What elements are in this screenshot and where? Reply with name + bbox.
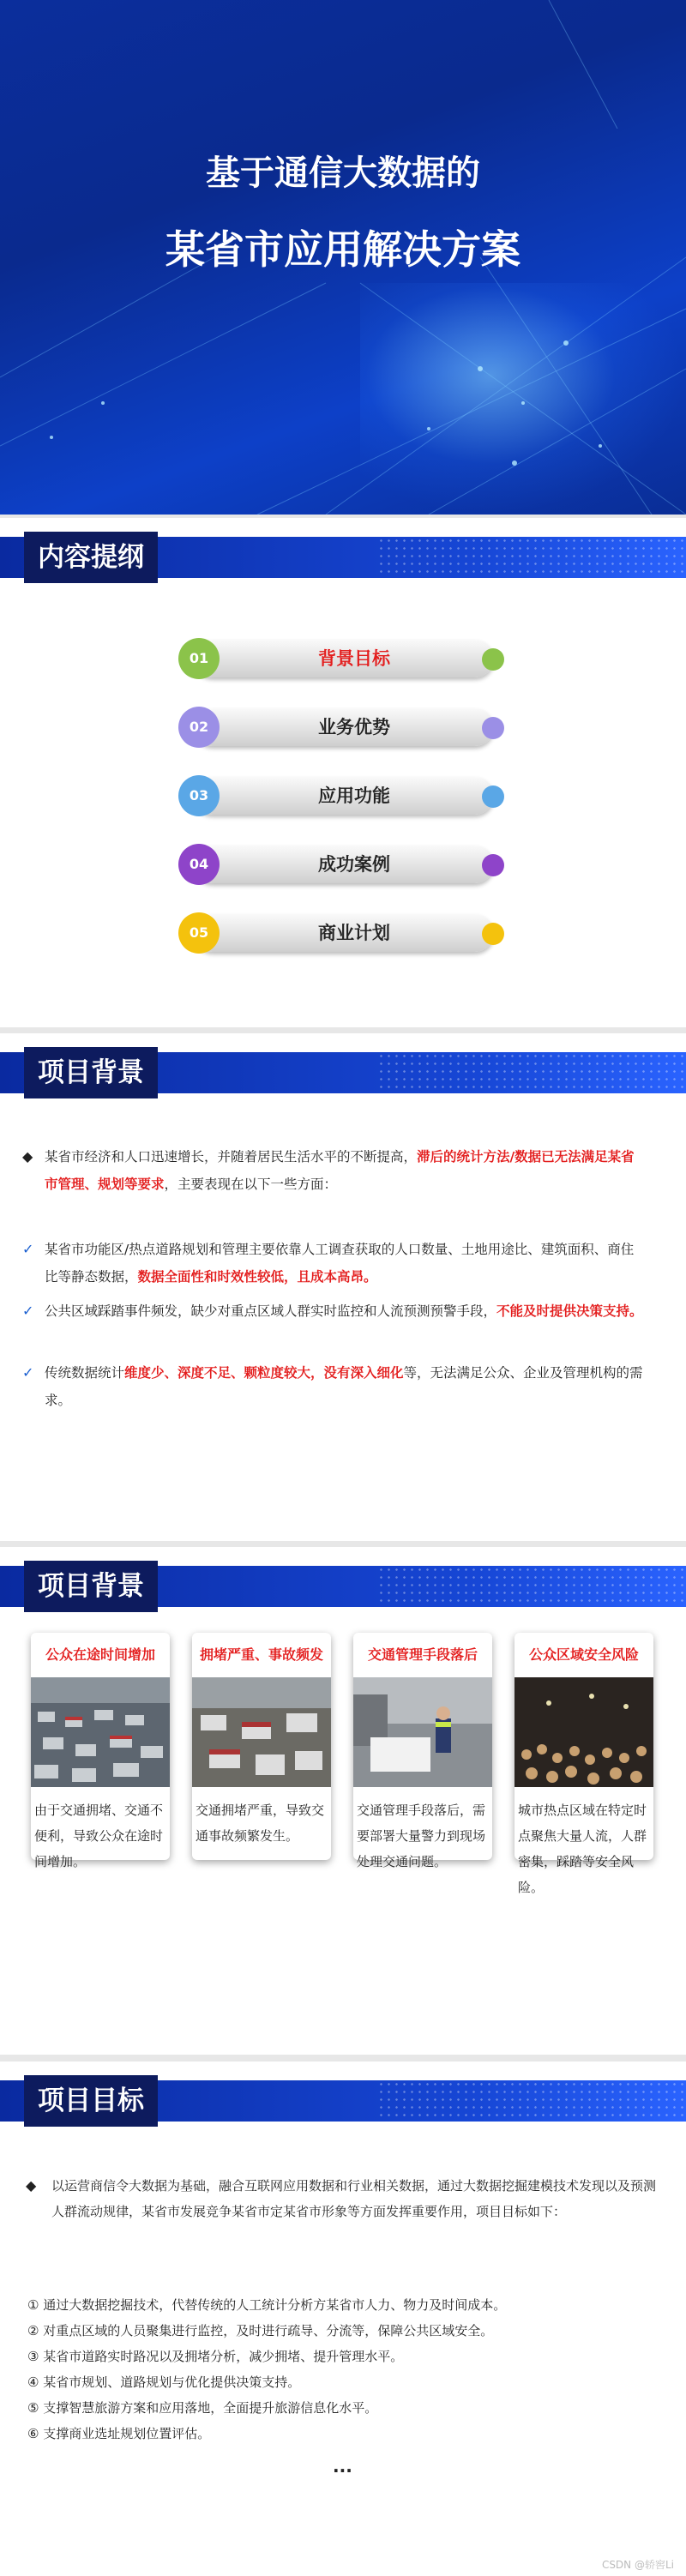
card-commute	[31, 1633, 170, 1869]
traffic-police-photo	[353, 1677, 492, 1787]
point-3-text: 传统数据统计	[45, 1365, 125, 1381]
section-header	[0, 537, 686, 578]
point-2-highlight: 不能及时提供决策支持。	[496, 1303, 643, 1319]
section-title: 内容提纲	[24, 532, 158, 583]
point-3-highlight: 维度少、深度不足、颗粒度较大，没有深入细化	[124, 1365, 404, 1381]
outline-item	[178, 707, 504, 748]
goal-item: ⑥ 支撑商业选址规划位置评估。	[27, 2426, 211, 2441]
intro-highlight: 滞后的统计方法/数据已无法满足某省市管理、规划等要求	[45, 1149, 635, 1192]
watermark: CSDN @轿窖Li	[601, 2559, 674, 2571]
outline-number-badge: 04	[178, 844, 220, 885]
card-text: 交通拥堵严重，导致交通事故频繁发生。	[196, 1803, 325, 1844]
outline-item	[178, 775, 504, 816]
card-title: 拥堵严重、事故频发	[199, 1646, 323, 1663]
point-3-text-end: 等，无法满足公众、企业及管理机构的需求。	[45, 1365, 643, 1408]
outline-label: 背景目标	[318, 648, 390, 669]
diamond-bullet-icon: ◆	[26, 2177, 37, 2194]
header-dots	[377, 1052, 686, 1093]
check-icon: ✓	[22, 1364, 34, 1381]
goal-item: ① 通过大数据挖掘技术，代替传统的人工统计分析方某省市人力、物力及时间成本。	[27, 2297, 507, 2313]
section-title: 项目目标	[24, 2075, 158, 2127]
point-3	[22, 1359, 645, 1414]
outline-number-badge: 05	[178, 912, 220, 954]
point-1	[22, 1236, 645, 1291]
outline-item	[178, 638, 504, 679]
card-safety	[514, 1633, 653, 1895]
outline-number-badge: 02	[178, 707, 220, 748]
card-title: 交通管理手段落后	[367, 1646, 478, 1663]
goals-slide	[0, 2061, 686, 2576]
intro-text-end: ，主要表现在以下一些方面：	[164, 1177, 338, 1192]
card-text: 由于交通拥堵、交通不便利，导致公众在途时间增加。	[34, 1803, 164, 1869]
title-line-1: 基于通信大数据的	[206, 153, 480, 193]
outline-end-dot	[482, 923, 504, 945]
card-management	[353, 1633, 492, 1869]
card-text: 城市热点区域在特定时点聚焦大量人流，人群密集，踩踏等安全风险。	[518, 1803, 647, 1895]
goal-item: ③ 某省市道路实时路况以及拥堵分析，减少拥堵、提升管理水平。	[27, 2349, 404, 2364]
title-line-2: 某省市应用解决方案	[165, 226, 521, 273]
outline-label: 业务优势	[318, 717, 390, 737]
section-title: 项目背景	[24, 1047, 158, 1098]
outline-end-dot	[482, 717, 504, 739]
goal-item: ④ 某省市规划、道路规划与优化提供决策支持。	[27, 2374, 301, 2390]
card-text: 交通管理手段落后，需要部署大量警力到现场处理交通问题。	[357, 1803, 486, 1869]
intro-text: 某省市经济和人口迅速增长，并随着居民生活水平的不断提高，	[45, 1149, 418, 1165]
goal-item: ② 对重点区域的人员聚集进行监控，及时进行疏导、分流等，保障公共区域安全。	[27, 2323, 494, 2338]
outline-end-dot	[482, 648, 504, 671]
point-2	[22, 1297, 645, 1325]
outline-end-dot	[482, 854, 504, 876]
card-title: 公众在途时间增加	[45, 1646, 155, 1663]
outline-label: 应用功能	[318, 785, 390, 806]
background-slide	[0, 1033, 686, 1541]
outline-end-dot	[482, 785, 504, 808]
outline-item	[178, 844, 504, 885]
outline-item	[178, 912, 504, 954]
header-dots	[377, 537, 686, 578]
goal-item: ⑤ 支撑智慧旅游方案和应用落地，全面提升旅游信息化水平。	[27, 2400, 378, 2416]
card-congestion	[192, 1633, 331, 1860]
check-icon: ✓	[22, 1241, 34, 1257]
outline-slide	[0, 518, 686, 1027]
point-1-text: 某省市功能区/热点道路规划和管理主要依靠人工调查获取的人口数量、土地用途比、建筑面积、商住比等静态数据，	[45, 1242, 635, 1285]
outline-number-badge: 01	[178, 638, 220, 679]
header-dots	[377, 2080, 686, 2122]
diamond-bullet-icon: ◆	[22, 1148, 33, 1165]
goals-intro-text: 以运营商信令大数据为基础，融合互联网应用数据和行业相关数据，通过大数据挖掘建模技术发现以及预测人群流动规律，某省市发展竞争某省市定某省市形象等方面发挥重要作用，项目目标如下：	[51, 2178, 657, 2219]
accident-photo	[192, 1677, 331, 1787]
goals-intro	[26, 2173, 659, 2224]
header-dots	[377, 1566, 686, 1607]
crowd-photo	[514, 1677, 653, 1787]
point-2-text: 公共区域踩踏事件频发，缺少对重点区域人群实时监控和人流预测预警手段，	[45, 1303, 497, 1319]
outline-number-badge: 03	[178, 775, 220, 816]
section-title: 项目背景	[24, 1561, 158, 1612]
section-header	[0, 2080, 686, 2122]
title-slide	[0, 0, 686, 515]
point-1-highlight: 数据全面性和时效性较低，且成本高昂。	[137, 1269, 377, 1285]
check-icon: ✓	[22, 1303, 34, 1319]
outline-label: 成功案例	[318, 854, 390, 875]
section-header	[0, 1566, 686, 1607]
section-header	[0, 1052, 686, 1093]
intro-paragraph	[22, 1143, 645, 1198]
traffic-jam-photo	[31, 1677, 170, 1787]
background-cards-slide	[0, 1547, 686, 2055]
outline-label: 商业计划	[318, 923, 390, 943]
card-title: 公众区域安全风险	[528, 1646, 639, 1663]
ellipsis: ...	[333, 2456, 352, 2477]
